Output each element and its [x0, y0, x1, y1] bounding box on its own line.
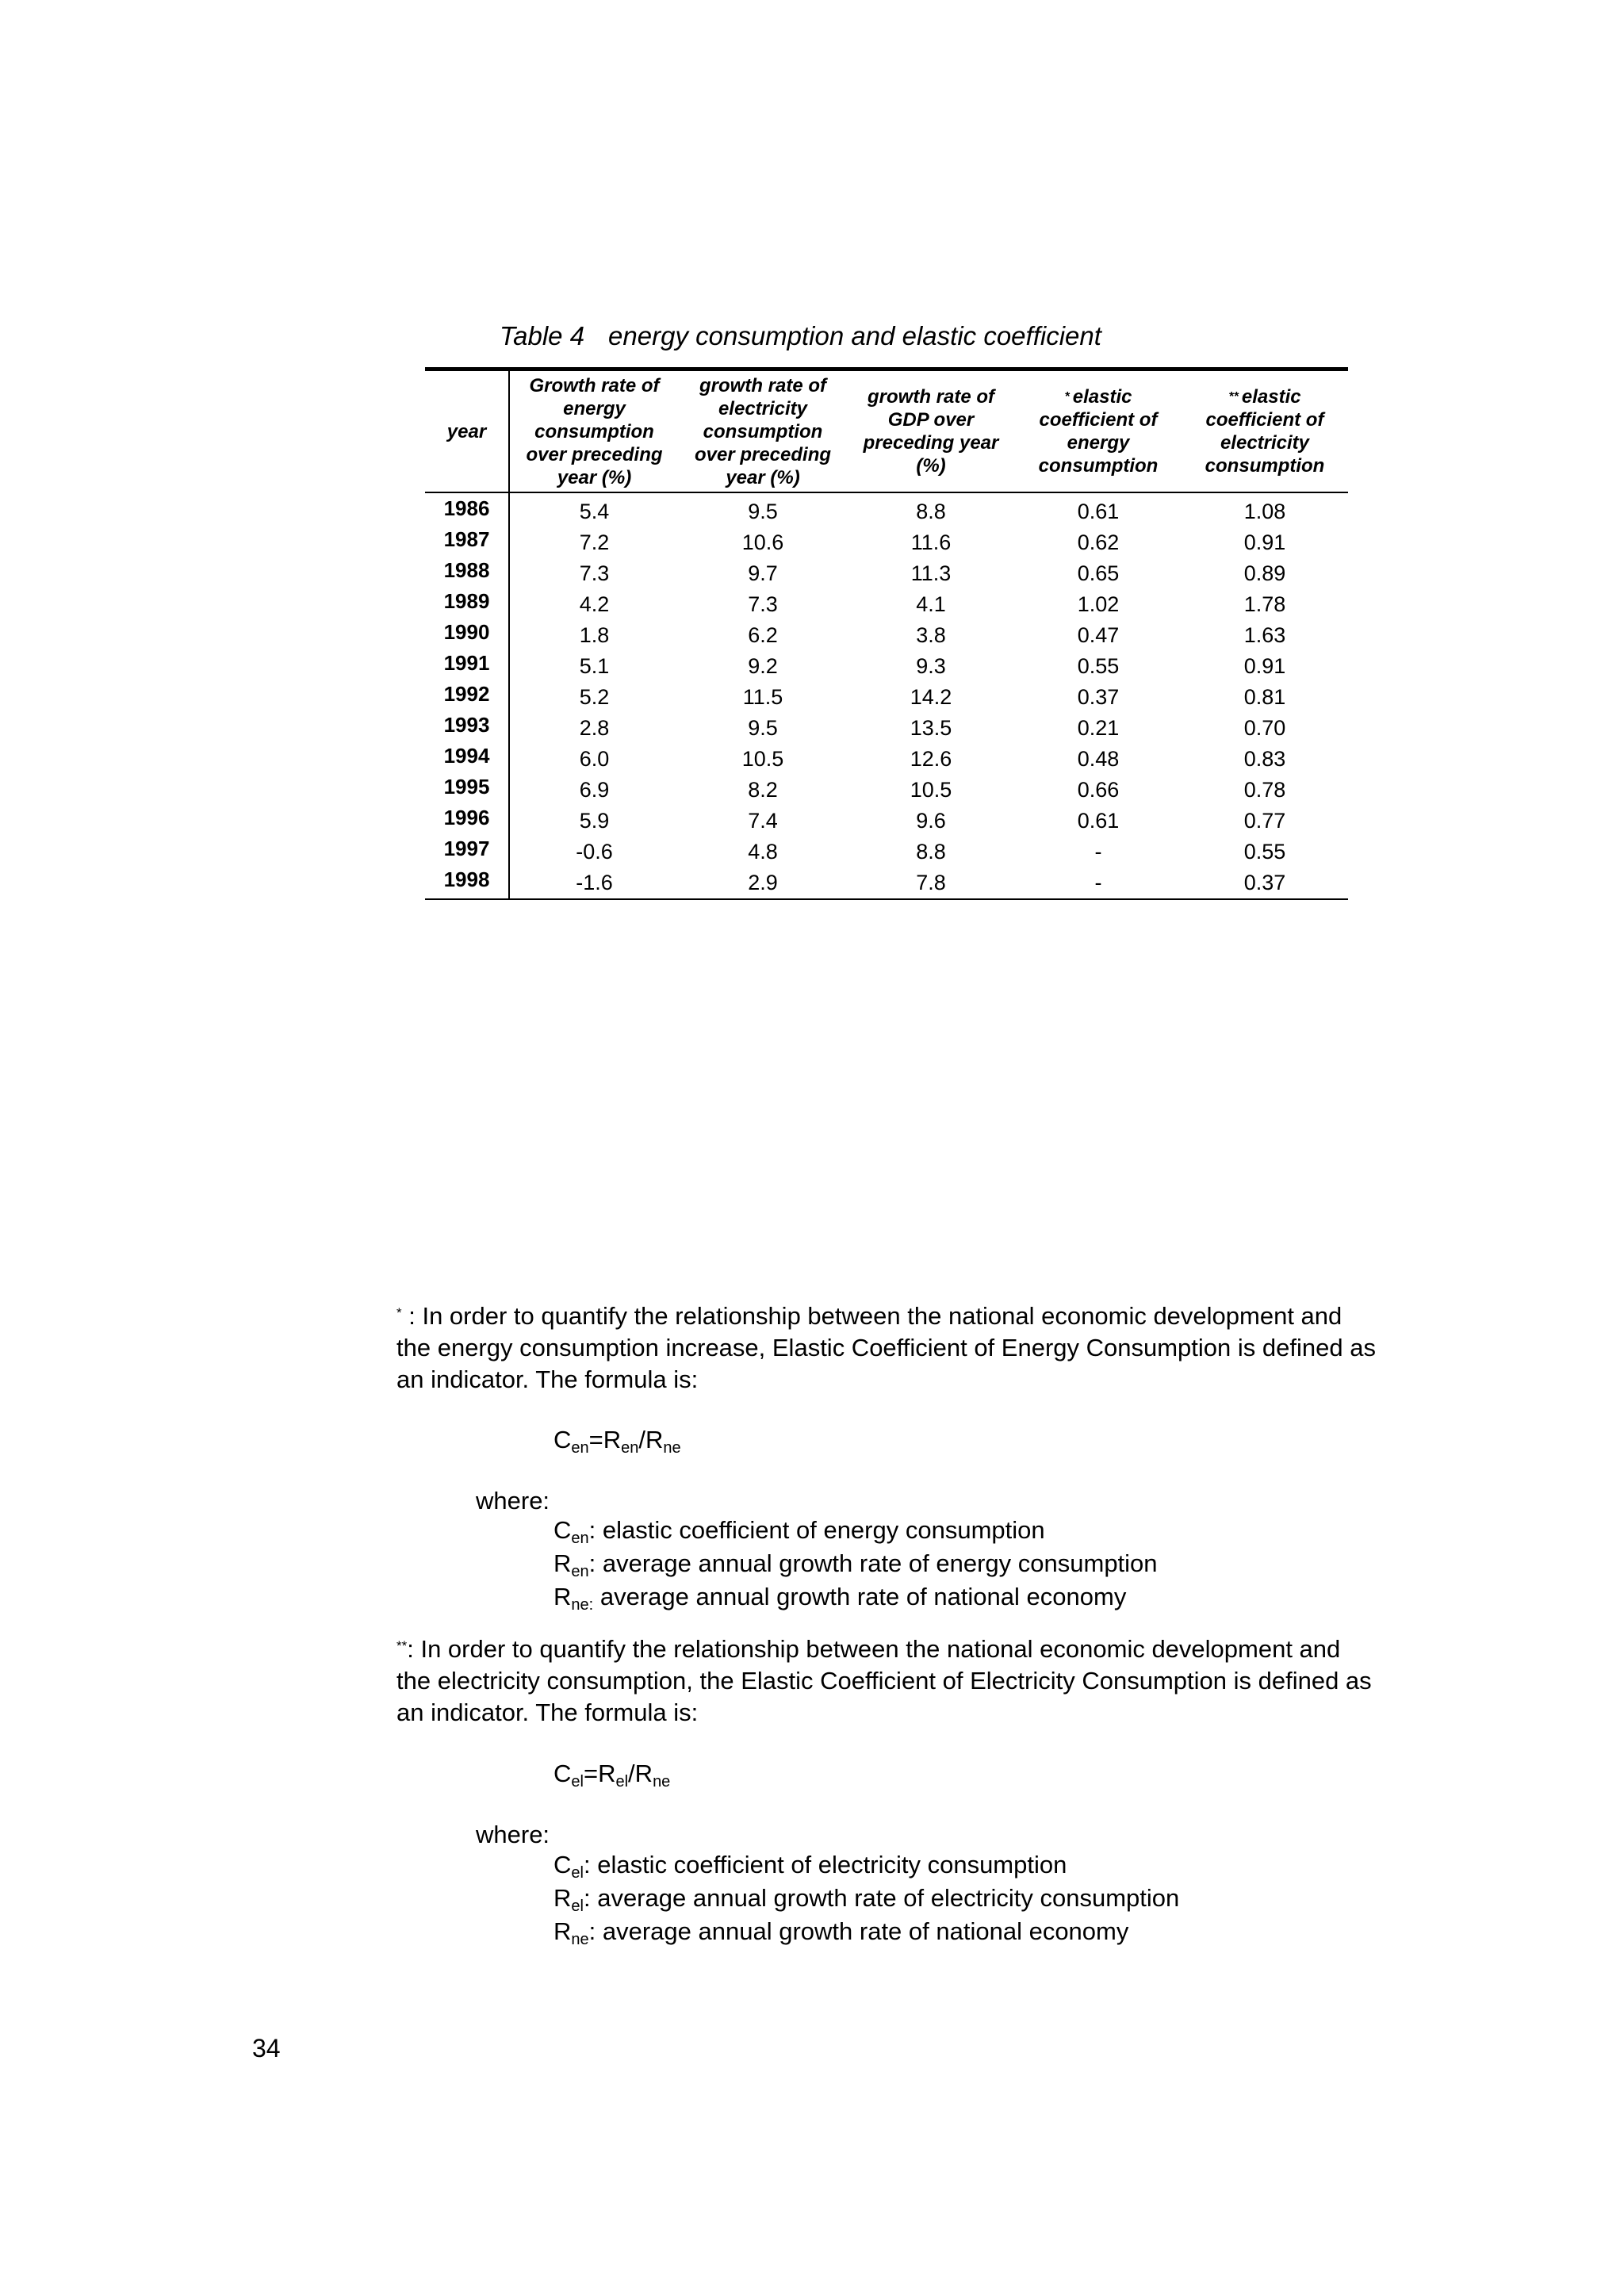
definition-line: Rne: average annual growth rate of national economy — [553, 1583, 1127, 1614]
table-cell: 5.2 — [579, 685, 610, 709]
table-cell: 0.77 — [1243, 809, 1286, 833]
table-cell: 5.9 — [579, 809, 610, 833]
table-cell: 7.3 — [748, 592, 778, 616]
formula-electricity-slash: / — [628, 1760, 635, 1787]
formula-electricity-r1: R — [598, 1760, 616, 1787]
table-cell: 11.5 — [742, 685, 783, 709]
table-cell: 6.9 — [579, 778, 610, 802]
table-cell: 9.3 — [916, 654, 946, 678]
table-cell: 0.91 — [1243, 654, 1286, 678]
footnote-electricity-mark: ** — [396, 1638, 408, 1653]
table-cell: 7.8 — [847, 867, 1015, 899]
table-header-row — [425, 370, 1348, 493]
footnote-electricity-text: : In order to quantify the relationship between the national economic development and the electricity consumption, the Elastic Coefficient of Electricity Consumption is defined as an indicator. The formula is: — [396, 1635, 1372, 1726]
table-cell: 8.8 — [916, 840, 946, 864]
table-row — [425, 651, 1348, 682]
formula-electricity-c: C — [553, 1760, 572, 1787]
table-row — [425, 744, 1348, 775]
table-cell: 1.02 — [1077, 592, 1120, 616]
table-cell: 7.2 — [579, 530, 610, 554]
table-cell: 0.65 — [1077, 561, 1120, 585]
year-cell: 1990 — [425, 620, 509, 651]
formula-energy-c-sub: en — [571, 1439, 589, 1457]
table-cell: 1.8 — [579, 623, 610, 647]
header-gdp-growth: growth rate of GDP over preceding year (%) — [847, 370, 1015, 493]
year-cell: 1997 — [425, 837, 509, 867]
year-cell: 1995 — [425, 775, 509, 806]
table-cell: 9.7 — [748, 561, 778, 585]
formula-energy-c: C — [553, 1426, 572, 1453]
table-cell: 4.2 — [579, 592, 610, 616]
table-cell: 11.3 — [910, 561, 952, 585]
header-elastic-energy-text: elastic coefficient of energy consumption — [1038, 386, 1159, 477]
table-cell: 0.47 — [1077, 623, 1120, 647]
table-cell: 0.70 — [1243, 716, 1286, 740]
table-cell: 1.63 — [1243, 623, 1286, 647]
formula-electricity-r1-sub: el — [615, 1773, 629, 1790]
table-cell: 10.5 — [741, 747, 784, 771]
table-cell: 0.83 — [1243, 747, 1286, 771]
header-electricity-growth: growth rate of electricity consumption over preceding year (%) — [679, 370, 847, 493]
header-elastic-energy-mark: * — [1064, 390, 1070, 404]
formula-energy-r2-sub: ne — [663, 1439, 681, 1457]
definition-line: Ren: average annual growth rate of energy consumption — [553, 1549, 1158, 1580]
table-row — [425, 837, 1348, 867]
table-cell: 0.81 — [1243, 685, 1286, 709]
definition-line: Rel: average annual growth rate of electricity consumption — [553, 1884, 1180, 1915]
table-cell: 0.62 — [1077, 530, 1120, 554]
footnote-energy-mark: * — [396, 1305, 402, 1320]
table-cell: 4.8 — [748, 840, 778, 864]
formula-energy-r2: R — [645, 1426, 664, 1453]
table-cell: -1.6 — [509, 867, 679, 899]
formula-electricity — [553, 1758, 670, 1793]
table-cell: 0.55 — [1077, 654, 1120, 678]
where-label-electricity: where: — [476, 1821, 550, 1848]
table-row — [425, 589, 1348, 620]
footnote-energy — [396, 1300, 1380, 1396]
formula-energy-slash: / — [638, 1426, 646, 1453]
table-row — [425, 492, 1348, 527]
table-cell: 1.78 — [1243, 592, 1286, 616]
table-cell: 5.4 — [579, 500, 610, 523]
page-number: 34 — [252, 2034, 281, 2062]
table-cell: 0.61 — [1077, 809, 1120, 833]
year-cell: 1986 — [425, 492, 509, 527]
table-cell: 7.4 — [748, 809, 778, 833]
header-elastic-energy — [1015, 370, 1182, 493]
definition-line: Cen: elastic coefficient of energy consumption — [553, 1516, 1045, 1547]
table-cell: - — [1094, 840, 1102, 864]
formula-electricity-c-sub: el — [571, 1773, 584, 1790]
table-row — [425, 775, 1348, 806]
table-cell: 8.2 — [748, 778, 778, 802]
table-cell: 0.55 — [1243, 840, 1286, 864]
year-cell: 1988 — [425, 558, 509, 589]
definition-line: Cel: elastic coefficient of electricity consumption — [553, 1851, 1067, 1882]
table-cell: 9.5 — [748, 716, 778, 740]
table-body — [425, 492, 1348, 899]
table-cell: 0.37 — [1077, 685, 1120, 709]
table-caption-label: Table 4 — [500, 321, 585, 350]
footnote-electricity — [396, 1633, 1380, 1729]
header-elastic-electricity-mark: ** — [1228, 390, 1239, 404]
year-cell: 1996 — [425, 806, 509, 837]
table-cell: 0.91 — [1243, 530, 1286, 554]
year-cell: 1994 — [425, 744, 509, 775]
header-elastic-electricity-text: elastic coefficient of electricity consumption — [1205, 386, 1325, 477]
year-cell: 1993 — [425, 713, 509, 744]
year-cell: 1991 — [425, 651, 509, 682]
table-cell: 3.8 — [916, 623, 946, 647]
definition-line: Rne: average annual growth rate of national economy — [553, 1917, 1129, 1948]
table-cell: 6.2 — [748, 623, 778, 647]
table-cell: 2.9 — [679, 867, 847, 899]
table-cell: 9.2 — [748, 654, 778, 678]
table-cell: 8.8 — [916, 500, 946, 523]
table-cell: 7.3 — [579, 561, 610, 585]
formula-electricity-r2: R — [634, 1760, 653, 1787]
table-row — [425, 558, 1348, 589]
table-row — [425, 620, 1348, 651]
table-cell: 0.61 — [1077, 500, 1120, 523]
table-cell: 6.0 — [579, 747, 610, 771]
table-cell: 13.5 — [910, 716, 952, 740]
definitions-energy — [553, 1515, 1158, 1615]
footnote-energy-text: : In order to quantify the relationship between the national economic development and the energy consumption increase, Elastic Coefficient of Energy Consumption is defined as an indicator. The formula is: — [396, 1302, 1376, 1393]
year-cell: 1987 — [425, 527, 509, 558]
header-year: year — [425, 370, 509, 493]
table-cell: 0.37 — [1182, 867, 1348, 899]
table-row — [425, 527, 1348, 558]
definitions-electricity — [553, 1850, 1179, 1950]
table-cell: 5.1 — [579, 654, 610, 678]
energy-table — [425, 367, 1348, 900]
table-cell: 1.08 — [1243, 500, 1286, 523]
table-cell: 0.48 — [1077, 747, 1120, 771]
where-label-energy: where: — [476, 1487, 550, 1515]
table-row — [425, 682, 1348, 713]
formula-electricity-r2-sub: ne — [653, 1773, 671, 1790]
table-cell: 10.5 — [910, 778, 952, 802]
table-cell: 12.6 — [910, 747, 952, 771]
table-caption — [500, 320, 1101, 352]
formula-energy-r1: R — [603, 1426, 622, 1453]
table-row — [425, 867, 1348, 899]
table-caption-text: energy consumption and elastic coefficient — [608, 321, 1101, 350]
year-cell: 1998 — [425, 867, 509, 899]
table-row — [425, 806, 1348, 837]
formula-energy — [553, 1424, 681, 1459]
year-cell: 1992 — [425, 682, 509, 713]
table-cell: 2.8 — [579, 716, 610, 740]
formula-electricity-eq: = — [583, 1760, 599, 1787]
table-cell: 4.1 — [916, 592, 946, 616]
year-cell: 1989 — [425, 589, 509, 620]
table-cell: 11.6 — [910, 530, 952, 554]
table-row — [425, 713, 1348, 744]
table-cell: 14.2 — [910, 685, 952, 709]
table-cell: - — [1015, 867, 1182, 899]
formula-energy-r1-sub: en — [621, 1439, 639, 1457]
header-elastic-electricity — [1182, 370, 1348, 493]
header-energy-growth: Growth rate of energy consumption over preceding year (%) — [509, 370, 679, 493]
table-cell: 9.6 — [916, 809, 946, 833]
table-cell: 0.78 — [1243, 778, 1286, 802]
table-cell: 9.5 — [748, 500, 778, 523]
table-cell: -0.6 — [576, 840, 613, 864]
table-cell: 0.89 — [1243, 561, 1286, 585]
table-cell: 0.66 — [1077, 778, 1120, 802]
formula-energy-eq: = — [588, 1426, 603, 1453]
table-cell: 10.6 — [741, 530, 784, 554]
table-cell: 0.21 — [1077, 716, 1120, 740]
